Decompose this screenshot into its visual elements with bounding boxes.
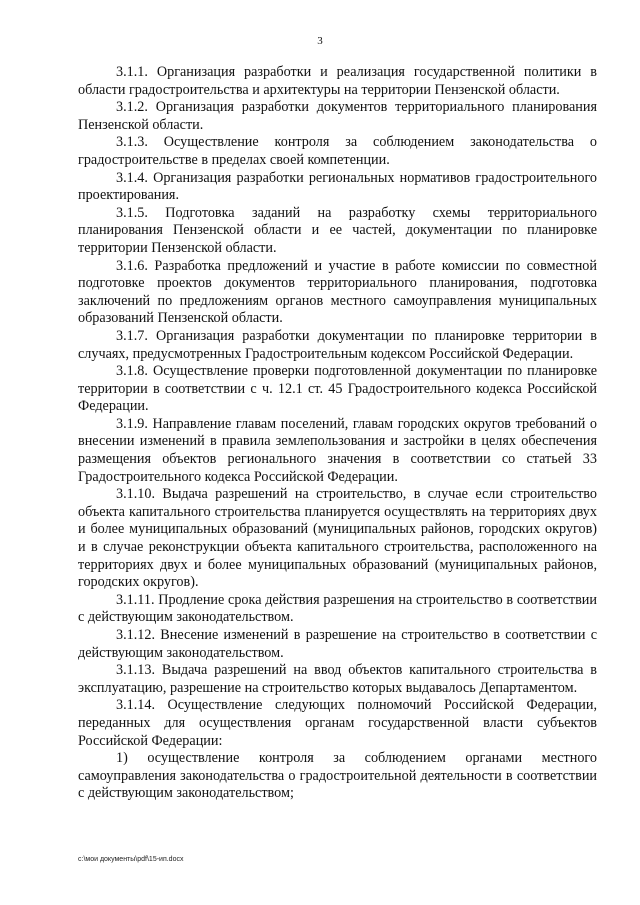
paragraph-3-1-14: 3.1.14. Осуществление следующих полномочий Российской Федерации, переданных для осуществления органам государственной власти субъектов Российской Федерации: [78,697,597,749]
paragraph-3-1-13: 3.1.13. Выдача разрешений на ввод объектов капитального строительства в эксплуатацию, разрешение на строительство которых выдавалось Департаментом. [78,662,597,696]
paragraph-3-1-11: 3.1.11. Продление срока действия разрешения на строительство в соответствии с действующим законодательством. [78,591,597,626]
paragraph-3-1-2: 3.1.2. Организация разработки документов территориального планирования Пензенской области. [78,99,597,133]
paragraph-3-1-12: 3.1.12. Внесение изменений в разрешение на строительство в соответствии с действующим законодательством. [78,627,597,661]
page-number: 3 [317,35,323,47]
paragraph-3-1-1: 3.1.1. Организация разработки и реализация государственной политики в области градостроительства и архитектуры на территории Пензенской области. [78,64,597,98]
paragraph-3-1-10: 3.1.10. Выдача разрешений на строительство, в случае если строительство объекта капитального строительства планируется осуществлять на территориях двух и более муниципальных образований (муниципальных районов, городских округов) и в случае реконструкции объекта капитального строительства, расположенного на территориях двух и более муниципальных образований (муниципальных районов, городских округов). [78,486,597,591]
document-body [78,64,597,803]
paragraph-list-item-1: 1) осуществление контроля за соблюдением органами местного самоуправления законодательства о градостроительной деятельности в соответствии с действующим законодательством; [78,750,597,802]
paragraph-3-1-9: 3.1.9. Направление главам поселений, главам городских округов требований о внесении изменений в правила землепользования и застройки в целях обеспечения размещения объектов регионального значения в соответствии со статьей 33 Градостроительного кодекса Российской Федерации. [78,415,597,485]
paragraph-3-1-5: 3.1.5. Подготовка заданий на разработку схемы территориального планирования Пензенской области и ее частей, документации по планировке территории Пензенской области. [78,204,597,256]
paragraph-3-1-6: 3.1.6. Разработка предложений и участие в работе комиссии по совместной подготовке проектов документов территориального планирования, подготовка заключений по предложениям органов местного самоуправления муниципальных образований Пензенской области. [78,257,597,327]
paragraph-3-1-8: 3.1.8. Осуществление проверки подготовленной документации по планировке территории в соответствии с ч. 12.1 ст. 45 Градостроительного кодекса Российской Федерации. [78,363,597,415]
paragraph-3-1-7: 3.1.7. Организация разработки документации по планировке территории в случаях, предусмотренных Градостроительным кодексом Российской Федерации. [78,327,597,362]
paragraph-3-1-4: 3.1.4. Организация разработки региональных нормативов градостроительного проектирования. [78,169,597,204]
footer-file-path: c:\мои документы\pdf\15-ип.docx [78,856,184,863]
paragraph-3-1-3: 3.1.3. Осуществление контроля за соблюдением законодательства о градостроительстве в пределах своей компетенции. [78,134,597,168]
